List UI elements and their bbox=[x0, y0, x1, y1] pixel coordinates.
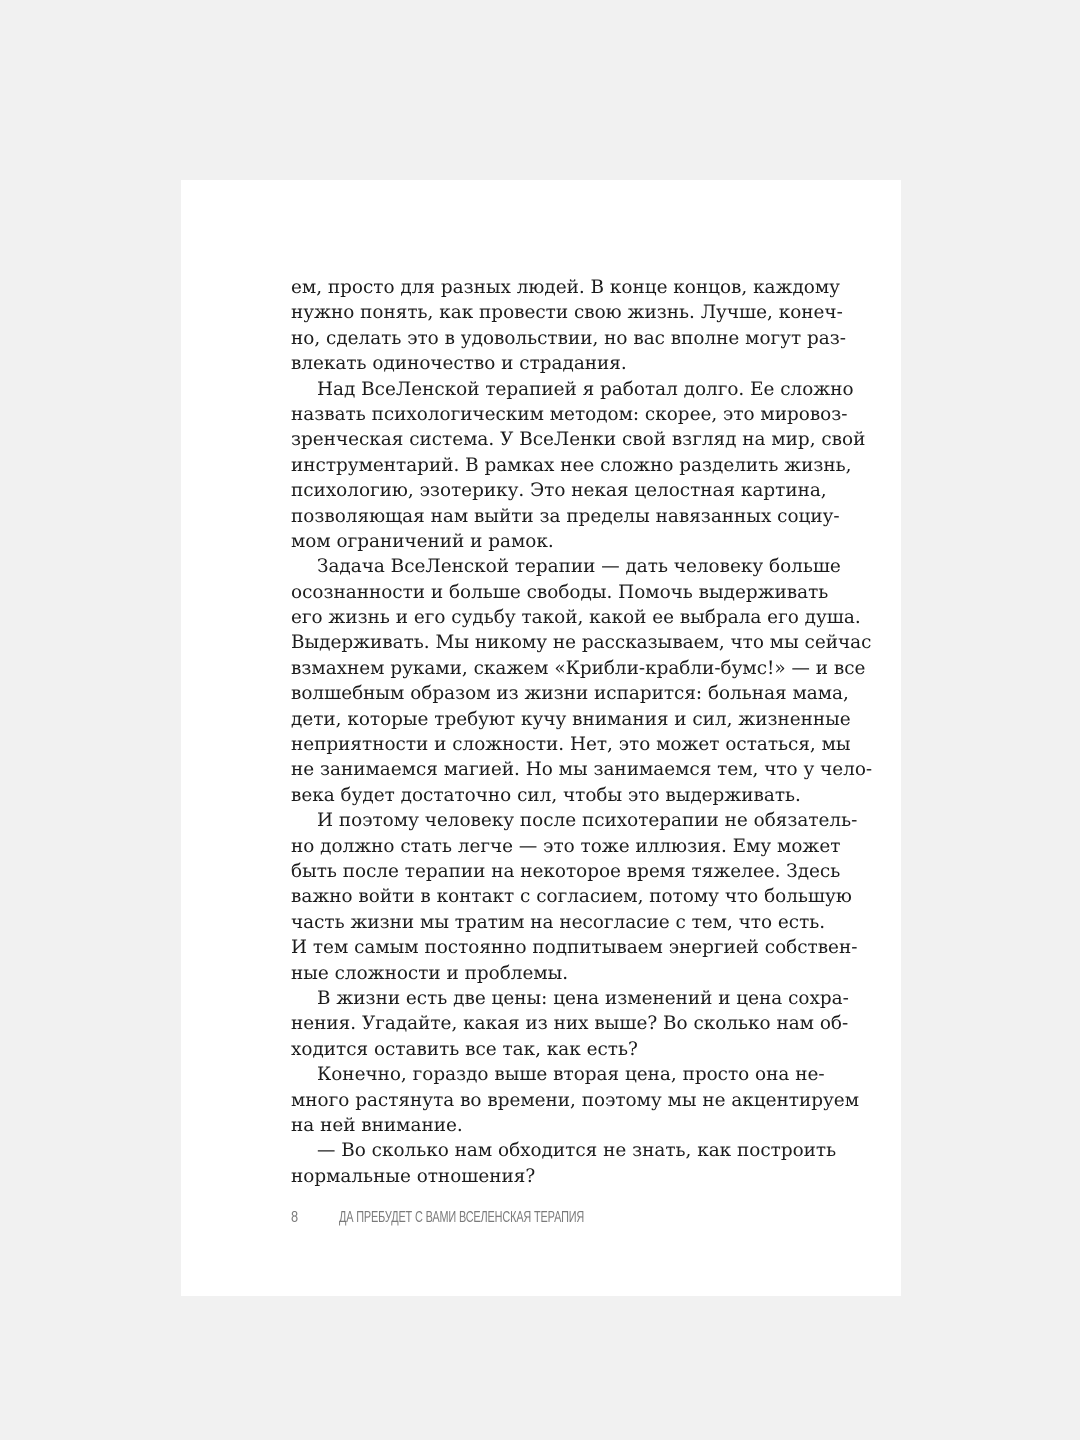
text-line: мом ограничений и рамок. bbox=[291, 530, 554, 552]
text-line: — Во сколько нам обходится не знать, как построить bbox=[317, 1140, 837, 1162]
text-line: нормальные отношения? bbox=[291, 1165, 536, 1187]
text-line: важно войти в контакт с согласием, потому что большую bbox=[291, 886, 852, 908]
text-line: волшебным образом из жизни испарится: больная мама, bbox=[291, 683, 849, 705]
text-line: ные сложности и проблемы. bbox=[291, 962, 569, 984]
text-line: назвать психологическим методом: скорее, это мировоз- bbox=[291, 403, 848, 425]
text-line: часть жизни мы тратим на несогласие с тем, что есть. bbox=[291, 911, 826, 933]
text-line: Задача ВсеЛенской терапии — дать человеку больше bbox=[317, 556, 841, 578]
text-line: неприятности и сложности. Нет, это может остаться, мы bbox=[291, 734, 851, 756]
text-line: психологию, эзотерику. Это некая целостная картина, bbox=[291, 480, 827, 502]
text-line: В жизни есть две цены: цена изменений и цена сохра- bbox=[317, 987, 849, 1009]
text-line: на ней внимание. bbox=[291, 1114, 463, 1136]
text-line: И поэтому человеку после психотерапии не обязатель- bbox=[317, 810, 858, 832]
text-line: зренческая система. У ВсеЛенки свой взгляд на мир, свой bbox=[291, 429, 866, 451]
text-line: много растянута во времени, поэтому мы не акцентируем bbox=[291, 1089, 859, 1111]
running-title: ДА ПРЕБУДЕТ С ВАМИ ВСЕЛЕНСКАЯ ТЕРАПИЯ bbox=[339, 1209, 585, 1226]
text-line: влекать одиночество и страдания. bbox=[291, 353, 627, 375]
text-line: не занимаемся магией. Но мы занимаемся тем, что у чело- bbox=[291, 759, 873, 781]
page-footer bbox=[291, 1207, 816, 1229]
text-line: позволяющая нам выйти за пределы навязанных социу- bbox=[291, 505, 840, 527]
text-line: Над ВсеЛенской терапией я работал долго. Ее сложно bbox=[317, 378, 854, 400]
text-line: но, сделать это в удовольствии, но вас вполне могут раз- bbox=[291, 327, 846, 349]
text-line: взмахнем руками, скажем «Крибли-крабли-бумс!» — и все bbox=[291, 657, 866, 679]
text-line: нужно понять, как провести свою жизнь. Лучше, конеч- bbox=[291, 302, 843, 324]
text-line: Конечно, гораздо выше вторая цена, просто она не- bbox=[317, 1064, 825, 1086]
text-line: но должно стать легче — это тоже иллюзия. Ему может bbox=[291, 835, 841, 857]
text-line: ем, просто для разных людей. В конце концов, каждому bbox=[291, 277, 840, 298]
text-line: дети, которые требуют кучу внимания и сил, жизненные bbox=[291, 708, 851, 730]
page-number: 8 bbox=[291, 1209, 299, 1226]
text-line: Выдерживать. Мы никому не рассказываем, что мы сейчас bbox=[291, 632, 872, 654]
text-line: его жизнь и его судьбу такой, какой ее выбрала его душа. bbox=[291, 607, 861, 629]
text-line: быть после терапии на некоторое время тяжелее. Здесь bbox=[291, 860, 841, 882]
body-text bbox=[291, 275, 873, 1189]
text-line: нения. Угадайте, какая из них выше? Во сколько нам об- bbox=[291, 1013, 849, 1035]
book-page bbox=[181, 180, 901, 1296]
text-line: И тем самым постоянно подпитываем энергией собствен- bbox=[291, 937, 858, 959]
text-line: века будет достаточно сил, чтобы это выдерживать. bbox=[291, 784, 801, 806]
text-line: ходится оставить все так, как есть? bbox=[291, 1038, 638, 1060]
text-line: инструментарий. В рамках нее сложно разделить жизнь, bbox=[291, 454, 852, 476]
text-line: осознанности и больше свободы. Помочь выдерживать bbox=[291, 581, 829, 603]
